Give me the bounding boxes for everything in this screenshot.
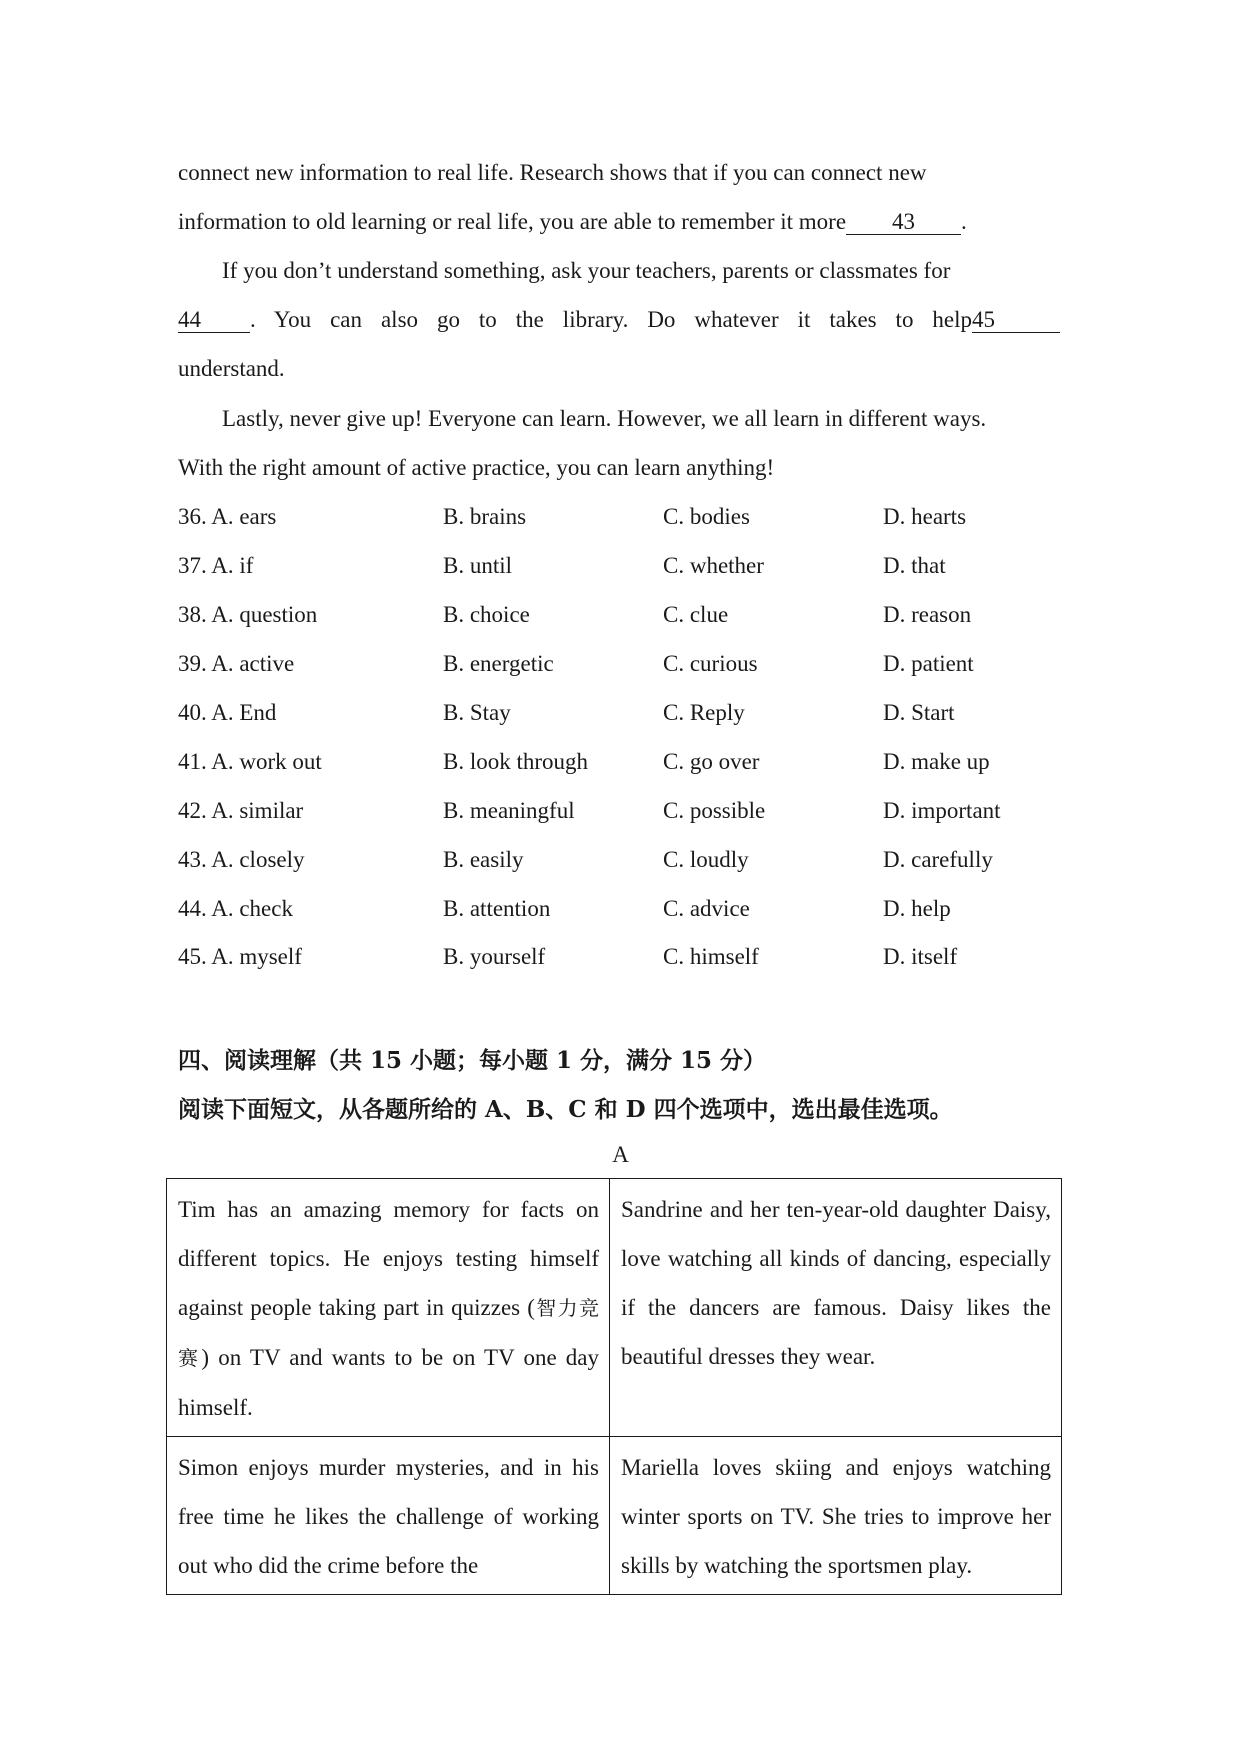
table-cell-tim bbox=[167, 1179, 610, 1437]
option-45-a: 45. A. myself bbox=[178, 944, 302, 969]
option-39-c: C. curious bbox=[663, 651, 758, 676]
passage-line-2 bbox=[178, 207, 967, 237]
table-cell-sandrine: Sandrine and her ten-year-old daughter Daisy, love watching all kinds of dancing, especially if the dancers are famous. Daisy likes the beautiful dresses they wear. bbox=[610, 1179, 1062, 1437]
option-38-b: B. choice bbox=[443, 602, 530, 627]
section-instruction: 阅读下面短文，从各题所给的 A、B、C 和 D 四个选项中，选出最佳选项。 bbox=[178, 1096, 953, 1123]
passage-line-2-end: . bbox=[961, 209, 967, 234]
section-title: 四、阅读理解（共 15 小题；每小题 1 分，满分 15 分） bbox=[178, 1047, 767, 1074]
blank-43: 43 bbox=[846, 210, 961, 235]
option-39-a: 39. A. active bbox=[178, 651, 295, 676]
option-42-d: D. important bbox=[883, 798, 1001, 823]
option-43-b: B. easily bbox=[443, 847, 524, 872]
option-38-a: 38. A. question bbox=[178, 602, 318, 627]
passage-line-5: understand. bbox=[178, 356, 285, 381]
option-40-a: 40. A. End bbox=[178, 700, 277, 725]
passage-line-3: If you don’t understand something, ask your teachers, parents or classmates for bbox=[222, 258, 951, 283]
blank-44: 44 bbox=[178, 308, 250, 333]
option-40-b: B. Stay bbox=[443, 700, 511, 725]
tim-text-end: ) on TV and wants to be on TV one day himself. bbox=[178, 1345, 599, 1420]
option-45-b: B. yourself bbox=[443, 944, 546, 969]
option-37-d: D. that bbox=[883, 553, 946, 578]
tim-text-cjk: 智力竞赛 bbox=[178, 1296, 599, 1370]
option-39-d: D. patient bbox=[883, 651, 974, 676]
option-44-d: D. help bbox=[883, 896, 951, 921]
table-row bbox=[167, 1437, 1062, 1595]
option-41-a: 41. A. work out bbox=[178, 749, 322, 774]
passage-line-7: With the right amount of active practice, you can learn anything! bbox=[178, 455, 775, 480]
option-45-c: C. himself bbox=[663, 944, 759, 969]
option-36-c: C. bodies bbox=[663, 504, 750, 529]
passage-line-4-text: . You can also go to the library. Do whatever it takes to help bbox=[250, 307, 972, 332]
option-43-a: 43. A. closely bbox=[178, 847, 305, 872]
option-39-b: B. energetic bbox=[443, 651, 554, 676]
option-38-c: C. clue bbox=[663, 602, 729, 627]
option-42-b: B. meaningful bbox=[443, 798, 575, 823]
option-40-c: C. Reply bbox=[663, 700, 745, 725]
passage-line-2-text: information to old learning or real life, you are able to remember it more bbox=[178, 209, 847, 234]
option-43-d: D. carefully bbox=[883, 847, 993, 872]
option-44-b: B. attention bbox=[443, 896, 551, 921]
passage-line-6: Lastly, never give up! Everyone can learn. However, we all learn in different ways. bbox=[222, 406, 987, 431]
option-37-a: 37. A. if bbox=[178, 553, 254, 578]
table-cell-mariella: Mariella loves skiing and enjoys watching winter sports on TV. She tries to improve her skills by watching the sportsmen play. bbox=[610, 1437, 1062, 1595]
option-42-c: C. possible bbox=[663, 798, 766, 823]
option-43-c: C. loudly bbox=[663, 847, 749, 872]
option-37-b: B. until bbox=[443, 553, 513, 578]
blank-45: 45 bbox=[972, 308, 1060, 333]
tim-text-start: Tim has an amazing memory for facts on different topics. He enjoys testing himself against people taking part in quizzes ( bbox=[178, 1197, 599, 1320]
option-40-d: D. Start bbox=[883, 700, 955, 725]
option-41-b: B. look through bbox=[443, 749, 589, 774]
option-44-a: 44. A. check bbox=[178, 896, 293, 921]
passage-label: A bbox=[612, 1142, 629, 1167]
option-42-a: 42. A. similar bbox=[178, 798, 304, 823]
passage-line-4 bbox=[178, 305, 1060, 335]
option-41-c: C. go over bbox=[663, 749, 760, 774]
passage-line-1: connect new information to real life. Research shows that if you can connect new bbox=[178, 160, 927, 185]
option-38-d: D. reason bbox=[883, 602, 972, 627]
option-44-c: C. advice bbox=[663, 896, 750, 921]
option-41-d: D. make up bbox=[883, 749, 990, 774]
table-cell-simon: Simon enjoys murder mysteries, and in his free time he likes the challenge of working out who did the crime before the bbox=[167, 1437, 610, 1595]
option-36-b: B. brains bbox=[443, 504, 527, 529]
table-row bbox=[167, 1179, 1062, 1437]
option-45-d: D. itself bbox=[883, 944, 958, 969]
option-36-a: 36. A. ears bbox=[178, 504, 277, 529]
people-table bbox=[166, 1178, 1062, 1595]
option-37-c: C. whether bbox=[663, 553, 764, 578]
option-36-d: D. hearts bbox=[883, 504, 967, 529]
